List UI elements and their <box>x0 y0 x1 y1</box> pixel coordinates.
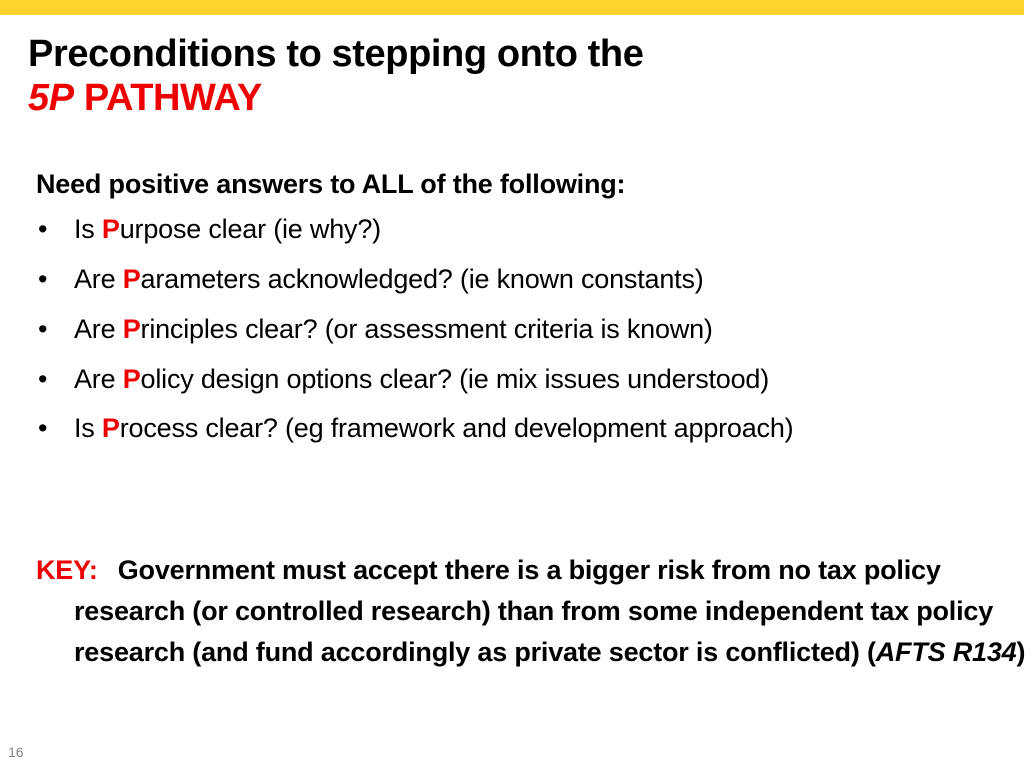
key-text: Government must accept there is a bigger risk from no tax policy research (or controlled research) than from some independent tax policy research (and fund accordingly as private sector is conflicted) ( <box>74 555 994 667</box>
bullet-icon: • <box>38 264 48 294</box>
item-prefix: Is <box>74 413 102 443</box>
key-close: ) <box>1016 637 1026 667</box>
item-prefix: Are <box>74 314 123 344</box>
key-reference: AFTS R134 <box>875 637 1017 667</box>
bullet-icon: • <box>38 413 48 443</box>
list-item <box>36 257 996 302</box>
accent-bar <box>0 0 1024 15</box>
item-letter: P <box>122 364 141 394</box>
list-item <box>36 207 996 252</box>
bullet-icon: • <box>38 214 48 244</box>
title-5p: 5P <box>28 77 74 119</box>
item-prefix: Are <box>74 264 123 294</box>
bullet-icon: • <box>38 364 48 394</box>
slide-title <box>28 32 643 120</box>
key-label: KEY: <box>36 555 98 585</box>
item-letter: P <box>122 264 141 294</box>
list-item <box>36 357 996 402</box>
item-letter: P <box>122 314 141 344</box>
item-text: rinciples clear? (or assessment criteria is known) <box>140 314 713 344</box>
list-item <box>36 407 996 449</box>
key-statement <box>36 550 1034 673</box>
item-text: urpose clear (ie why?) <box>119 214 381 244</box>
page-number: 16 <box>8 744 24 760</box>
title-line-1: Preconditions to stepping onto the <box>28 33 644 75</box>
title-pathway: PATHWAY <box>73 77 262 119</box>
slide-content <box>36 162 996 454</box>
item-prefix: Is <box>74 214 102 244</box>
item-letter: P <box>101 413 120 443</box>
list-item <box>36 307 996 352</box>
item-letter: P <box>101 214 120 244</box>
item-prefix: Are <box>74 364 123 394</box>
item-text: rocess clear? (eg framework and development approach) <box>119 413 794 443</box>
bullet-icon: • <box>38 314 48 344</box>
item-text: olicy design options clear? (ie mix issues understood) <box>140 364 770 394</box>
precondition-list <box>36 207 996 449</box>
intro-text: Need positive answers to ALL of the following: <box>36 169 626 199</box>
item-text: arameters acknowledged? (ie known constants) <box>140 264 704 294</box>
title-line-2 <box>28 76 643 120</box>
